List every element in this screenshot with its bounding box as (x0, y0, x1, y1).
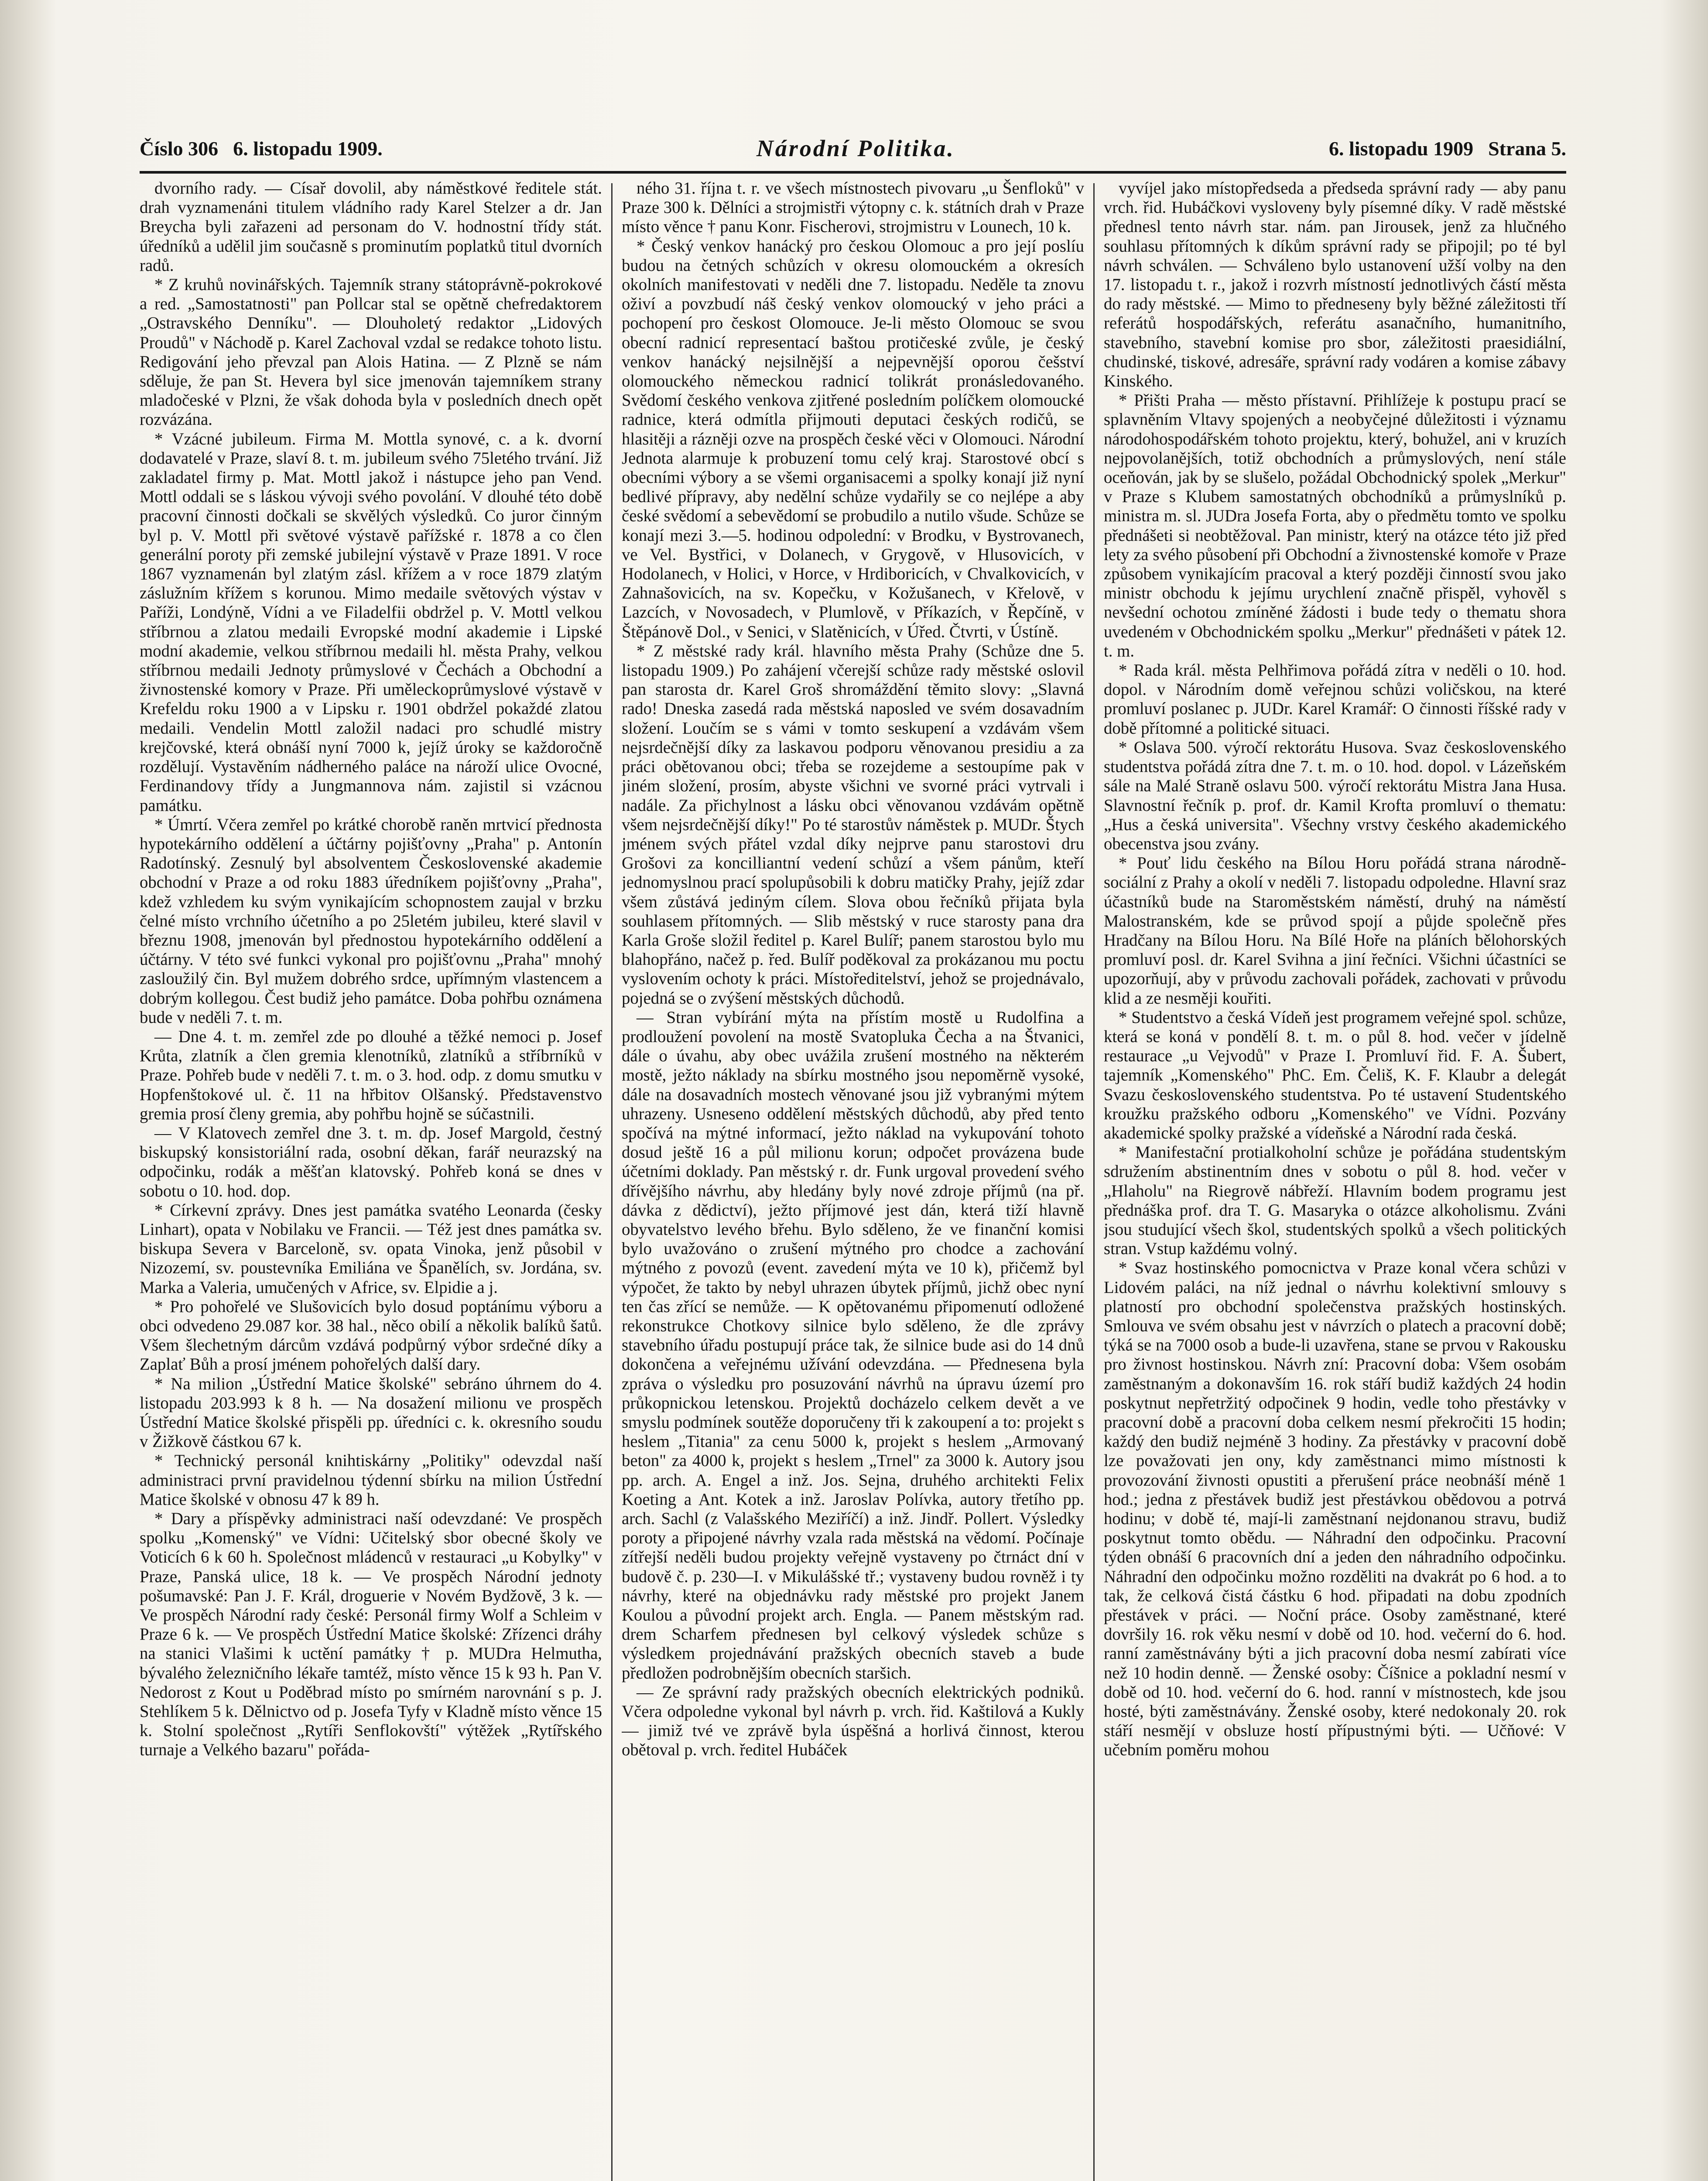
article-paragraph: * Manifestační protialkoholní schůze je pořádána studentským sdružením abstinentním dnes v sobotu o půl 8. hod. večer v „Hlaholu" na Riegrově nábřeží. Hlavním bodem programu jest přednáška prof. dra T. G. Masaryka o otázce alkoholismu. Zváni jsou studující všech škol, studentských spolků a všech politických stran. Vstup každému volný. (1104, 1143, 1566, 1258)
article-paragraph: * Technický personál knihtiskárny „Politiky" odevzdal naší administraci první pravidelnou týdenní sbírku na milion Ústřední Matice školské v obnosu 47 k 89 h. (140, 1451, 602, 1509)
article-paragraph: * Úmrtí. Včera zemřel po krátké chorobě raněn mrtvicí přednosta hypotekárního oddělení a účtárny pojišťovny „Praha" p. Antonín Radotínský. Zesnulý byl absolventem Československé akademie obchodní v Praze a od roku 1883 úředníkem pojišťovny „Praha", kdež vzhledem ku svým vynikajícím schopnostem zaujal v brzku čelné místo vrchního účetního a po 25letém jubileu, které slavil v březnu 1908, jmenován byl přednostou hypotekárního oddělení a účtárny. V této své funkci vykonal pro pojišťovnu „Praha" mnohý zasloužilý čin. Byl mužem dobrého srdce, upřímným vlastencem a dobrým kollegou. Čest budiž jeho památce. Doba pohřbu oznámena bude v neděli 7. t. m. (140, 815, 602, 1027)
scan-edge-left (0, 0, 57, 2181)
column-3 (1104, 179, 1566, 2181)
article-paragraph: * Pro pohořelé ve Slušovicích bylo dosud poptánímu výboru a obci odvedeno 29.087 kor. 38 hal., něco obilí a několik balíků šatů. Všem šlechetným dárcům vzdává podpůrný výbor srdečné díky a Zaplať Bůh a prosí jménem pohořelých další dary. (140, 1297, 602, 1374)
header-date: 6. listopadu 1909 (1329, 137, 1474, 160)
article-paragraph: — V Klatovech zemřel dne 3. t. m. dp. Josef Margold, čestný biskupský konsistoriální rada, osobní děkan, farář neurazský na odpočinku, rodák a měšťan klatovský. Pohřeb koná se dnes v sobotu o 10. hod. dop. (140, 1123, 602, 1200)
article-paragraph: * Pouť lidu českého na Bílou Horu pořádá strana národně-sociální z Prahy a okolí v neděli 7. listopadu odpoledne. Hlavní sraz účastníků bude na Staroměstském náměstí, druhý na náměstí Malostranském, kde se průvod spojí a půjde společně přes Hradčany na Bílou Horu. Na Bílé Hoře na pláních bělohorských promluví posl. dr. Karel Svihna a jiní řečníci. Všichni účastníci se upozorňují, aby v průvodu zachovali pořádek, zachovati v průvodu klid a ze nesměji kouřiti. (1104, 854, 1566, 1008)
article-paragraph: — Stran vybírání mýta na přístím mostě u Rudolfina a prodloužení povolení na mostě Svatopluka Čecha a na Štvanici, dále o úvahu, aby obec uvážila zrušení mostného na některém mostě, ježto náklady na sbírku mostného jsou nepoměrně vysoké, dále na dosavadních mostech věnované jsou již vybranými mýtem uhrazeny. Usneseno oddělení městských důchodů, aby před tento spočívá na mýtné informací, ježto náklad na vykupování tohoto dosud ještě 16 a půl milionu korun; odpočet provázena bude účetními doklady. Pan městský r. dr. Funk urgoval provedení svého dřívějšího návrhu, aby hledány byly nové zdroje příjmů (na př. dávka z dědictví), ježto příjmové jest dán, která tiží hlavně obyvatelstvo levého břehu. Bylo sděleno, že ve finanční komisi bylo uvažováno o zrušení mýtného pro chodce a zachování mýtného z povozů (event. zavedení mýta ve 10 k), přičemž byl výpočet, že takto by nebyl uhrazen úbytek příjmů, jichž obec nyní ten čas zřící se nemůže. — K opětovanému připomenutí odložené rekonstrukce Chotkovy silnice bylo sděleno, že dle zprávy stavebního úřadu postupují práce tak, že silnice bude asi do 14 dnů dokončena a veřejnému užívání odevzdána. — Přednesena byla zpráva o výsledku pro posuzování návrhů na úpravu území pro průkopnickou letenskou. Projektů docházelo celkem devět a ve smyslu podmínek soutěže doporučeny tři k zakoupení a to: projekt s heslem „Titania" za cenu 5000 k, projekt s heslem „Armovaný beton" za 4000 k, projekt s heslem „Trnel" za 3000 k. Autory jsou pp. arch. A. Engel a inž. Jos. Sejna, druhého architekti Felix Koeting a Ant. Kotek a inž. Jaroslav Polívka, autory třetího pp. arch. Sachl (z Valašského Meziříčí) a inž. Jindř. Pollert. Výsledky poroty a připojené návrhy vzala rada městská na vědomí. Počínaje zítřejší neděli budou projekty veřejně vystaveny po čtrnáct dní v budově č. p. 230—I. v Mikulášské tř.; vystaveny budou rovněž i ty návrhy, které na objednávku rady městské pro projekt Janem Koulou a původní projekt arch. Engla. — Panem městským rad. drem Scharfem přednesen byl celkový výsledek schůze s výsledkem projednávání pražských obecních staveb a bude předložen podrobnějším obecních staršich. (622, 1008, 1084, 1682)
page-header (140, 131, 1566, 166)
page-number: Strana 5. (1488, 137, 1566, 160)
article-paragraph: * Na milion „Ústřední Matice školské" sebráno úhrnem do 4. listopadu 203.993 k 8 h. — Na dosažení milionu ve prospěch Ústřední Matice školské přispěli pp. úředníci c. k. okresního soudu v Žižkově částkou 67 k. (140, 1374, 602, 1451)
article-paragraph: * Rada král. města Pelhřimova pořádá zítra v neděli o 10. hod. dopol. v Národním domě veřejnou schůzi voličskou, na které promluví poslanec p. JUDr. Karel Kramář: O činnosti říšské rady v době přítomné a politické situaci. (1104, 661, 1566, 738)
article-columns (140, 179, 1566, 2181)
column-1 (140, 179, 602, 2181)
article-paragraph: — Dne 4. t. m. zemřel zde po dlouhé a těžké nemoci p. Josef Krůta, zlatník a člen gremia klenotníků, zlatníků a stříbrníků v Praze. Pohřeb bude v neděli 7. t. m. o 3. hod. odp. z domu smutku v Hopfenštokové ul. č. 11 na hřbitov Olšanský. Představenstvo gremia prosí členy gremia, aby pohřbu hojně se súčastnili. (140, 1027, 602, 1123)
article-paragraph: * Český venkov hanácký pro českou Olomouc a pro její poslíu budou na četných schůzích v okresu olomouckém a okresích okolních manifestovati v neděli dne 7. listopadu. Neděle ta znovu oživí a povzbudí náš český venkov olomoucký v jeho práci a pochopení pro českost Olomouce. Je-li město Olomouc se svou obecní radnicí representací baštou protičeské zvůle, je český venkov hanácký nejsilnější a nejpevnější oporou češství olomouckého německou radnicí tolikrát pronásledovaného. Svědomí českého venkova zjitřené posledním políčkem olomoucké radnice, která odmítla přijmouti deputaci českých rodičů, se hlasitěji a rázněji ozve na prospěch české věci v Olomouci. Národní Jednota alarmuje k probuzení tomu celý kraj. Starostové obcí s obecními výbory a se všemi organisacemi a spolky konají již nyní bedlivé přípravy, aby nedělní schůze vydařily se co nejlépe a aby české svědomí a sebevědomí se probudilo a nutilo všude. Schůze se konají mezi 3.—5. hodinou odpolední: v Brodku, v Bystrovanech, ve Vel. Bystřici, v Dolanech, v Grygově, v Hlusovicích, v Hodolanech, v Holici, v Horce, v Hrdiboricích, v Chvalkovicích, v Zahnašovicích, na sv. Kopečku, v Kožušanech, v Křelově, v Lazcích, v Novosadech, v Plumlově, v Příkazích, v Řepčíně, v Štěpánově Dol., v Senici, v Slatěnicích, v Úřed. Čtvrti, v Ústíně. (622, 236, 1084, 641)
article-paragraph: * Přišti Praha — město přístavní. Přihlížeje k postupu prací se splavněním Vltavy spojených a neobyčejné důležitosti i významu národohospodářském tohoto projektu, který, bohužel, ani v kruzích nejpovolanějších, totiž obchodních a průmyslových, není stále oceňován, jak by se slušelo, požádal Obchodnický spolek „Merkur" v Praze s Klubem samostatných obchodníků a průmyslníků p. ministra m. sl. JUDra Josefa Forta, aby o předmětu tomto ve spolku přednášeti si neobtěžoval. Pan ministr, který na otázce této již před lety za svého působení při Obchodní a živnostenské komoře v Praze způsobem vynikajícím pracoval a který později činností svou jako ministr obchodu k jejímu urychlení značně přispěl, vyhověl s nevšední ochotou zmíněné žádosti i bude tedy o thematu shora uvedeném v Obchodnickém spolku „Merkur" přednášeti v pátek 12. t. m. (1104, 391, 1566, 660)
article-paragraph: * Studentstvo a česká Vídeň jest programem veřejné spol. schůze, která se koná v pondělí 8. t. m. o půl 8. hod. večer v jídelně restaurace „u Vejvodů" v Praze I. Promluví řid. F. A. Šubert, tajemník „Komenského" PhC. Em. Čeliš, K. F. Klaubr a delegát Svazu československého studentstva. Po té ustavení Studentského kroužku pražského odboru „Komenského" ve Vídni. Pozvány akademické spolky pražské a vídeňské a Národní rada česká. (1104, 1008, 1566, 1142)
issue-date: 6. listopadu 1909. (233, 137, 383, 160)
article-paragraph: * Vzácné jubileum. Firma M. Mottla synové, c. a k. dvorní dodavatelé v Praze, slaví 8. t. m. jubileum svého 75letého trvání. Již zakladatel firmy p. Mat. Mottl jakož i nástupce jeho pan Vend. Mottl oddali se s láskou vývoji svého povolání. V dlouhé této době pracovní činnosti dočkali se skvělých výsledků. Co juror činným byl p. V. Mottl při světové výstavě pařížské r. 1878 a co člen generální poroty při zemské jubilejní výstavě v Praze 1891. V roce 1867 vyznamenán byl zlatým zásl. křížem a v roce 1879 zlatým záslužním křížem s korunou. Mimo medaile světových výstav v Paříži, Londýně, Vídni a ve Filadelfii obdržel p. V. Mottl velkou stříbrnou a zlatou medaili Evropské modní akademie i Lipské modní akademie, velkou stříbrnou medaili hl. města Prahy, velkou stříbrnou medaili Jednoty průmyslové v Čechách a Obchodní a živnostenské komory v Praze. Při uměleckoprůmyslové výstavě v Krefeldu roku 1900 a v Lipsku r. 1901 obdržel pokaždé zlatou medaili. Vendelin Mottl založil nadaci pro schudlé mistry krejčovské, která obnáší nyní 7000 k, jejíž úroky se každoročně rozdělují. Vystavěním nádherného paláce na nároží ulice Ovocné, Ferdinandovy třídy a Jungmannova nám. zajistil si vzácnou památku. (140, 429, 602, 815)
header-rule (140, 171, 1566, 174)
issue-number: Číslo 306 (140, 137, 219, 160)
article-paragraph: * Z městské rady král. hlavního města Prahy (Schůze dne 5. listopadu 1909.) Po zahájení včerejší schůze rady městské oslovil pan starosta dr. Karel Groš shromáždění těmito slovy: „Slavná rado! Dneska zasedá rada městská naposled ve svém dosavadním složení. Loučím se s vámi v tomto seskupení a vzdávám všem nejsrdečnější díky za laskavou podporu věnovanou presidiu a za práci obětovanou obci; třeba se rozejdeme a sestoupíme pak v jiném složení, prosím, abyste všichni ve svorné práci vytrvali i nadále. Za přichylnost a lásku obci věnovanou vzdávám opětně všem nejsrdečnější díky!" Po té starostův náměstek p. MUDr. Štych jménem svých přátel vzdal díky nejprve panu starostovi dru Grošovi za koncilliantní vedení schůzí a všem pánům, kteří jednomyslnou prací spolupůsobili k dobru matičky Prahy, jejíž zdar všem zůstává jediným cílem. Slova obou řečníků přijata byla souhlasem přítomných. — Slib městský v ruce starosty pana dra Karla Groše složil ředitel p. Karel Bulíř; panem starostou bylo mu blahopřáno, načež p. řed. Bulíř poděkoval za prokázanou mu poctu vyslovením ochoty k práci. Místoředitelství, jehož se projednávalo, pojedná se o zvýšení městských důchodů. (622, 641, 1084, 1008)
article-paragraph: * Oslava 500. výročí rektorátu Husova. Svaz československého studentstva pořádá zítra dne 7. t. m. o 10. hod. dopol. v Lázeňském sále na Malé Straně oslavu 500. výročí rektorátu Mistra Jana Husa. Slavnostní řečník p. prof. dr. Kamil Krofta promluví o thematu: „Hus a česká universita". Všechny vrstvy českého akademického obecenstva jsou zvány. (1104, 738, 1566, 853)
article-paragraph: * Z kruhů novinářských. Tajemník strany státoprávně-pokrokové a red. „Samostatnosti" pan Pollcar stal se opětně chefredaktorem „Ostravského Denníku". — Dlouholetý redaktor „Lidových Proudů" v Náchodě p. Karel Zachoval vzdal se redakce tohoto listu. Redigování jeho převzal pan Alois Hatina. — Z Plzně se nám sděluje, že pan St. Hevera byl sice jmenován tajemníkem strany mladočeské v Plzni, že však dohoda byla v posledních dnech opět rozvázána. (140, 275, 602, 429)
scan-edge-right (1660, 0, 1708, 2181)
header-right (1329, 137, 1566, 160)
article-paragraph: dvorního rady. — Císař dovolil, aby náměstkové ředitele stát. drah vyznamenáni titulem vládního rady Karel Stelzer a dr. Jan Breycha byli zařazeni ad personam do V. hodnostní třídy stát. úředníků a udělil jim současně s prominutím poplatků titul dvorních radů. (140, 179, 602, 275)
header-left (140, 137, 383, 160)
column-2 (622, 179, 1084, 2181)
article-paragraph: * Církevní zprávy. Dnes jest památka svatého Leonarda (česky Linhart), opata v Nobilaku ve Francii. — Též jest dnes památka sv. biskupa Severa v Barceloně, sv. opata Vinoka, jenž působil v Nizozemí, sv. poustevníka Emiliána ve Španělích, sv. Jordána, sv. Marka a Valeria, umučených v Africe, sv. Elpidie a j. (140, 1200, 602, 1297)
article-paragraph: vyvíjel jako místopředseda a předseda správní rady — aby panu vrch. řid. Hubáčkovi vysloveny byly písemné díky. V radě městské přednesl tento návrh star. nám. pan Jirousek, jenž za hlučného souhlasu přítomných k díkům správní rady se připojil; po té byl návrh schválen. — Schváleno bylo ustanovení užší volby na den 17. listopadu t. r., jakož i rozvrh místností jednotlivých částí města do rady městské. — Mimo to předneseny byly běžné záležitosti tří referátů hospodářských, referátu asanačního, humanitního, stavebního, stavební komise pro sbor, záležitosti praesidiální, chudinské, tiskové, adresáře, správní rady vodáren a komise zábavy Kinského. (1104, 179, 1566, 391)
article-paragraph: * Svaz hostinského pomocnictva v Praze konal včera schůzi v Lidovém paláci, na níž jednal o návrhu kolektivní smlouvy s platností pro obchodní společenstva pražských hostinských. Smlouva ve svém obsahu jest v návrzích o platech a pracovní době; týká se na 7000 osob a bude-li uzavřena, stane se prvou v Rakousku pro živnost hostinskou. Návrh zní: Pracovní doba: Všem osobám zaměstnaným a dokonavším 16. rok stáří budiž každých 24 hodin poskytnut nepřetržitý odpočinek 9 hodin, vedle toho přestávky v pracovní době a pracovní doba celkem nesmí překročiti 15 hodin; každý den budiž nejméně 3 hodiny. Za přestávky v pracovní době lze považovati jen ony, kdy zaměstnanci mimo místnosti k provozování živnosti opustiti a přerušení práce neobnáší méně 1 hod.; jedna z přestávek budiž jest přestávkou obědovou a potrvá hodinu; v době té, mají-li zaměstnaní nejdonanou stravu, budiž poskytnut tomto obědu. — Náhradní den odpočinku. Pracovní týden obnáší 6 pracovních dní a jeden den náhradního odpočinku. Náhradní den odpočinku možno rozděliti na dvakrát po 6 hod. a to tak, že celková čistá částku 6 hod. připadati na dobu zpodních přestávek v práci. — Noční práce. Osoby zaměstnané, které dovršily 16. rok věku nesmí v době od 10. hod. večerní do 6. hod. ranní zaměstnávány býti a jich pracovní doba nesmí zabírati více než 10 hodin denně. — Ženské osoby: Číšnice a pokladní nesmí v době od 10. hod. večerní do 6. hod. ranní v místnostech, kde jsou hosté, býti zaměstnávány. Ženské osoby, které nedokonaly 20. rok stáří nesmějí v obsluze hostí přípustnými býti. — Učňové: V učebním poměru mohou (1104, 1258, 1566, 1760)
article-paragraph: — Ze správní rady pražských obecních elektrických podniků. Včera odpoledne vykonal byl návrh p. vrch. řid. Kaštilová a Kukly — jimiž tvé ve zprávě byla úspěšná a horlivá činnost, kterou obětoval p. vrch. ředitel Hubáček (622, 1682, 1084, 1760)
article-paragraph: ného 31. října t. r. ve všech místnostech pivovaru „u Šenfloků" v Praze 300 k. Dělníci a strojmistři výtopny c. k. státních drah v Praze místo věnce † panu Konr. Fischerovi, strojmistru v Lounech, 10 k. (622, 179, 1084, 236)
newspaper-title: Národní Politika. (756, 135, 955, 161)
article-paragraph: * Dary a příspěvky administraci naší odevzdané: Ve prospěch spolku „Komenský" ve Vídni: Učitelský sbor obecné školy ve Voticích 6 k 60 h. Společnost mládenců v restauraci „u Kobylky" v Praze, Panská ulice, 18 k. — Ve prospěch Národní jednoty pošumavské: Pan J. F. Král, droguerie v Novém Bydžově, 3 k. — Ve prospěch Národní rady české: Personál firmy Wolf a Schleim v Praze 6 k. — Ve prospěch Ústřední Matice školské: Zřízenci dráhy na stanici Vlašimi k uctění památky † p. MUDra Helmutha, bývalého železničního lékaře tamtéž, místo věnce 15 k 93 h. Pan V. Nedorost z Kout u Poděbrad místo po smírném narovnání s p. J. Stehlíkem 5 k. Dělnictvo od p. Josefa Tyfy v Kladně místo věnce 15 k. Stolní společnost „Rytíři Senflokovští" výtěžek „Rytířského turnaje a Velkého bazaru" pořáda- (140, 1509, 602, 1760)
